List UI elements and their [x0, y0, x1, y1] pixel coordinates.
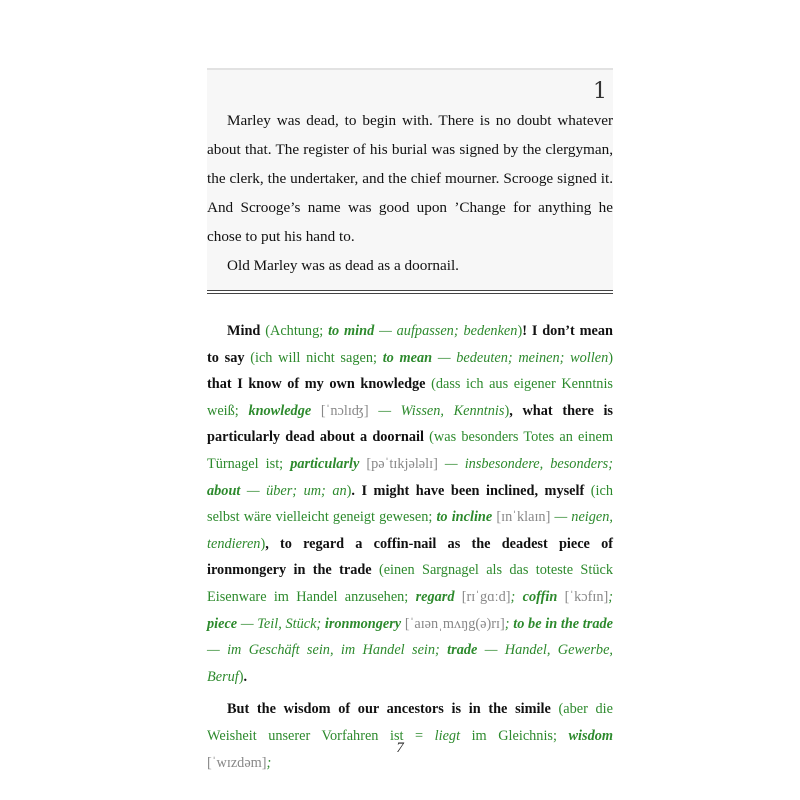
source-text: Mind [227, 323, 266, 339]
gloss-annotation: (ich selbst wäre vielleicht geneigt gewesen; [207, 482, 613, 526]
gloss-annotation: (ich will nicht sagen; [250, 349, 383, 366]
gloss-annotation: (einen Sargnagel als das toteste Stück Eisenware im Handel anzusehen; [207, 562, 613, 605]
gloss-annotation: — bedeuten; meinen; wollen [432, 349, 609, 366]
original-paragraph: Old Marley was as dead as a doornail. [227, 257, 459, 274]
gloss-annotation: ; [504, 615, 514, 632]
gloss-annotation: — neigen, tendieren [207, 509, 613, 552]
gloss-annotation: regard [415, 588, 455, 605]
gloss-annotation: ) [608, 349, 614, 366]
phonetic-transcription: [rɪˈgɑːd] [454, 588, 511, 605]
source-text: . [243, 668, 248, 685]
gloss-annotation: ; [608, 588, 613, 605]
gloss-annotation: ) [238, 668, 244, 685]
gloss-annotation: (Achtung; [265, 323, 329, 339]
gloss-annotation: (dass ich aus eigener Kenntnis weiß; [207, 376, 613, 419]
source-text: . I might have been inclined, myself [351, 482, 591, 499]
source-text: that I know of my own knowledge [207, 376, 432, 393]
gloss-annotation: — aufpassen; bedenken [374, 323, 518, 339]
gloss-annotation: — Handel, Gewerbe, Beruf [207, 642, 613, 685]
gloss-annotation: — Wissen, Kenntnis [378, 402, 505, 419]
source-text: But the wisdom of our ancestors is in the simile [227, 701, 559, 718]
gloss-annotation: — im Geschäft sein, im Handel sein; [207, 642, 448, 659]
gloss-annotation: about [207, 482, 241, 499]
gloss-annotation: to mean [382, 349, 433, 366]
gloss-annotation: wisdom [568, 727, 613, 744]
phonetic-transcription: [ɪnˈklaɪn] [492, 509, 555, 526]
gloss-annotation: — über; um; an [240, 482, 347, 499]
gloss-annotation: to incline [436, 509, 493, 526]
original-paragraph: Marley was dead, to begin with. There is no doubt whatever about that. The register of his burial was signed by the clergyman, the clerk, the undertaker, and the chief mourner. Scrooge signed it. And Scrooge’s name was good upon ’Change for anything he chose to put his hand to. [207, 112, 613, 245]
glossed-paragraph [207, 318, 613, 690]
divider-line [207, 293, 613, 294]
gloss-annotation: ) [504, 402, 510, 419]
phonetic-transcription: [ˈnɔlɪʤ] [311, 402, 379, 419]
gloss-annotation: particularly [290, 455, 360, 472]
gloss-annotation: liegt [434, 727, 461, 744]
divider-line [207, 290, 613, 291]
phonetic-transcription: [ˈwɪzdəm] [207, 754, 267, 771]
gloss-annotation: — Teil, Stück; [237, 615, 325, 632]
glossed-paragraph [207, 696, 613, 776]
gloss-annotation: to be in the trade [513, 615, 613, 632]
source-text: ! I don’t mean to say [207, 323, 614, 366]
chapter-number: 1 [593, 79, 607, 104]
gloss-annotation: ; [510, 588, 523, 605]
gloss-annotation: im Gleichnis; [460, 727, 569, 744]
gloss-annotation: ironmongery [324, 615, 402, 632]
original-text-box [207, 68, 613, 290]
page-number: 7 [396, 740, 404, 756]
gloss-annotation: piece [207, 615, 238, 632]
source-text: , what there is particularly dead about a doornail [207, 402, 614, 446]
phonetic-transcription: [ˈkɔfɪn] [557, 588, 609, 605]
gloss-annotation: ) [260, 535, 266, 552]
source-text: , to regard a coffin-nail as the deadest piece of ironmongery in the trade [207, 535, 613, 579]
phonetic-transcription: [ˈaɪənˌmʌŋg(ə)rɪ] [401, 615, 505, 632]
gloss-annotation: trade [447, 642, 478, 659]
gloss-annotation: (aber die Weisheit unserer Vorfahren ist = [207, 701, 613, 744]
phonetic-transcription: [pəˈtɪkjələlɪ] [359, 455, 445, 472]
gloss-annotation: coffin [522, 588, 558, 605]
gloss-annotation: knowledge [248, 402, 312, 419]
gloss-annotation: (was besonders Totes an einem Türnagel ist; [207, 429, 613, 472]
gloss-annotation: ) [346, 482, 352, 499]
gloss-annotation: to mind [328, 323, 375, 339]
book-page [207, 68, 613, 782]
glossed-text [207, 318, 613, 776]
gloss-annotation: ) [517, 323, 523, 339]
gloss-annotation: ; [266, 754, 272, 771]
gloss-annotation: — insbesondere, besonders; [444, 455, 613, 472]
